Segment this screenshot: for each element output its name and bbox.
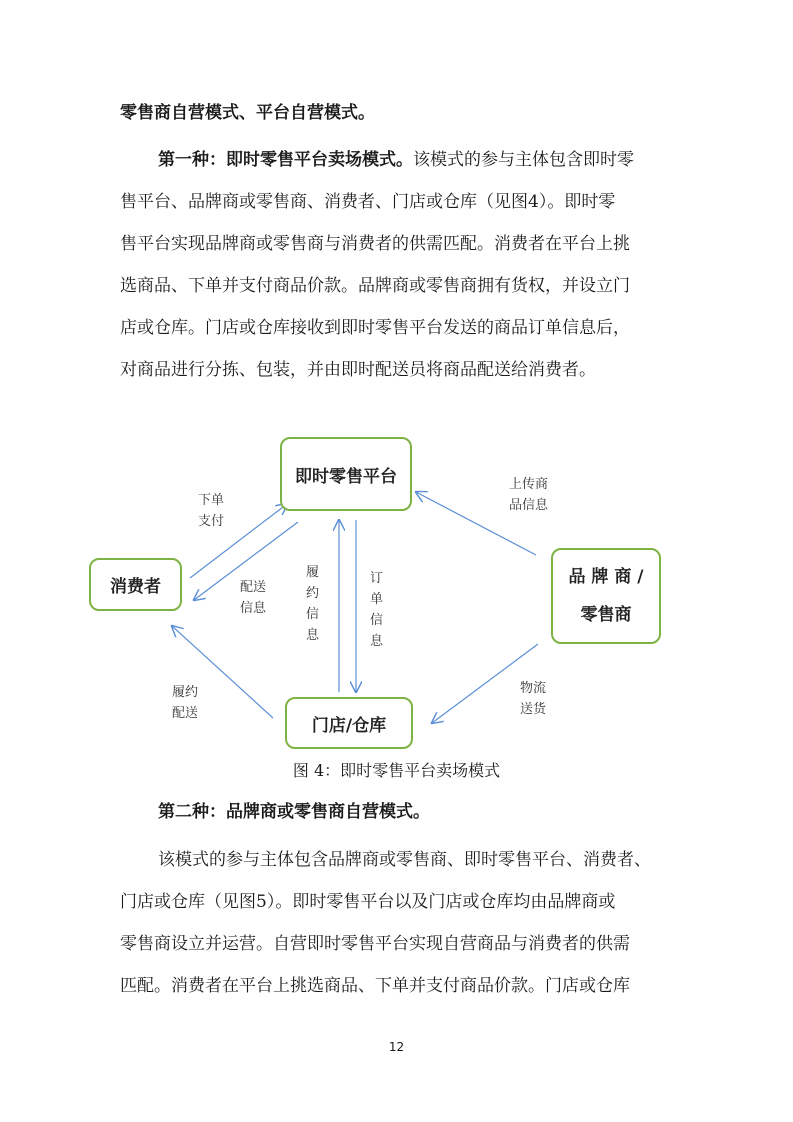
section2-title: 第二种：品牌商或零售商自营模式。 — [158, 802, 430, 822]
label-order-info: 订 单 信 息 — [370, 571, 384, 649]
node-consumer: 消费者 — [89, 558, 182, 611]
para1-line-2: 售平台、品牌商或零售商、消费者、门店或仓库（见图4）。即时零 — [120, 192, 616, 212]
figure-caption: 图 4：即时零售平台卖场模式 — [292, 761, 501, 780]
node-platform: 即时零售平台 — [280, 437, 412, 511]
node-brand-line1: 品 牌 商 / — [568, 567, 644, 587]
para2-line-1: 该模式的参与主体包含品牌商或零售商、即时零售平台、消费者、 — [158, 850, 651, 870]
para1-line-5: 店或仓库。门店或仓库接收到即时零售平台发送的商品订单信息后， — [120, 318, 630, 338]
para2-line-4: 匹配。消费者在平台上挑选商品、下单并支付商品价款。门店或仓库 — [120, 976, 630, 996]
page-number: 12 — [388, 1040, 405, 1054]
label-delivery-info: 配送 信息 — [240, 580, 267, 616]
para1-line-3: 售平台实现品牌商或零售商与消费者的供需匹配。消费者在平台上挑 — [120, 234, 630, 254]
node-brand-retailer — [551, 548, 661, 644]
heading-line: 零售商自营模式、平台自营模式。 — [120, 103, 375, 123]
node-brand-line2: 零售商 — [580, 605, 632, 625]
flow-diagram — [0, 420, 793, 760]
label-upload-info: 上传商 品信息 — [509, 477, 549, 513]
label-logistics: 物流 送货 — [520, 681, 547, 717]
label-fulfill-delivery: 履约 配送 — [172, 685, 199, 721]
label-fulfill-info: 履 约 信 息 — [306, 565, 320, 643]
para1-line-1-text: 该模式的参与主体包含即时零 — [413, 150, 634, 170]
para1-line-1 — [158, 145, 634, 170]
label-order-pay: 下单 支付 — [198, 493, 225, 529]
para1-line-4: 选商品、下单并支付商品价款。品牌商或零售商拥有货权，并设立门 — [120, 276, 630, 296]
para1-lead: 第一种：即时零售平台卖场模式。 — [158, 150, 413, 170]
para2-line-2: 门店或仓库（见图5）。即时零售平台以及门店或仓库均由品牌商或 — [120, 892, 616, 912]
para1-line-6: 对商品进行分拣、包装，并由即时配送员将商品配送给消费者。 — [120, 360, 596, 380]
para2-line-3: 零售商设立并运营。自营即时零售平台实现自营商品与消费者的供需 — [120, 934, 630, 954]
node-store-warehouse: 门店/仓库 — [285, 697, 413, 749]
